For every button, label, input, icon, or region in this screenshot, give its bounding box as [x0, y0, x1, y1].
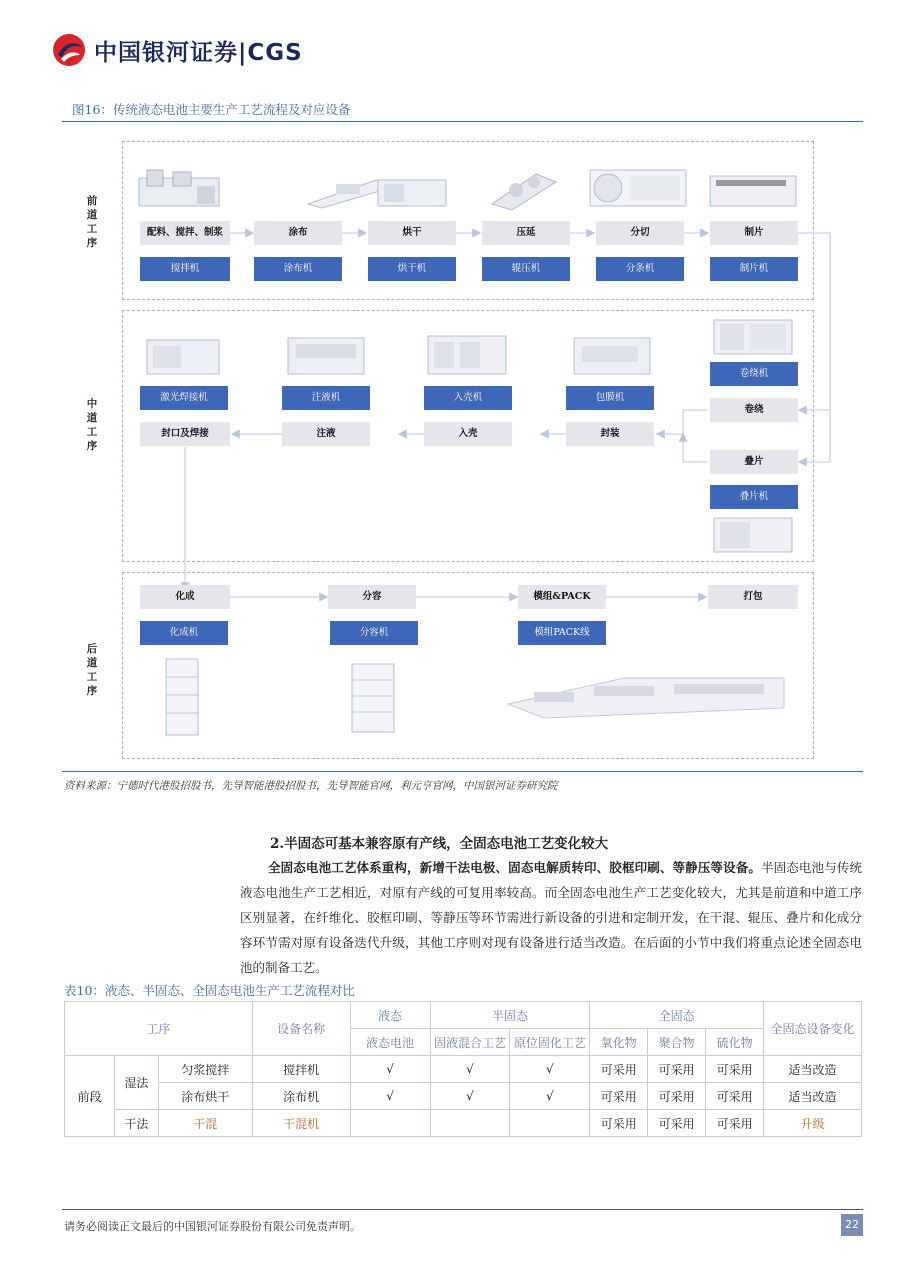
die-cutter-machine-image: [706, 170, 802, 210]
laser-welder-machine-image: [143, 334, 223, 378]
table-row: [65, 1083, 862, 1110]
check-cell: [430, 1110, 510, 1137]
equipment-box: 包膜机: [566, 386, 654, 410]
value-cell: 可采用: [648, 1083, 706, 1110]
header-oxide: 氧化物: [590, 1029, 648, 1056]
header-all-solid: 全固态: [590, 1002, 764, 1029]
stage-cell: 前段: [65, 1056, 115, 1137]
section-heading: 2.半固态可基本兼容原有产线，全固态电池工艺变化较大: [270, 836, 609, 852]
mixer-machine-image: [133, 168, 229, 210]
page-number: 22: [841, 1214, 863, 1236]
process-box: 封口及焊接: [140, 422, 230, 446]
header-equipment-change: 全固态设备变化: [764, 1002, 862, 1056]
process-box: 打包: [708, 585, 798, 609]
roller-press-machine-image: [486, 164, 562, 212]
check-cell: √: [350, 1083, 430, 1110]
header-polymer: 聚合物: [648, 1029, 706, 1056]
formation-rack-image: [160, 655, 204, 739]
header-in-situ: 原位固化工艺: [510, 1029, 590, 1056]
footer-disclaimer: 请务必阅读正文最后的中国银河证券股份有限公司免责声明。: [64, 1220, 361, 1233]
check-cell: √: [430, 1056, 510, 1083]
value-cell: 可采用: [706, 1083, 764, 1110]
equipment-box: 入壳机: [424, 386, 512, 410]
process-box: 化成: [140, 585, 230, 609]
check-cell: √: [350, 1056, 430, 1083]
header-sulfide: 硫化物: [706, 1029, 764, 1056]
brand-logo-text: 中国银河证券|CGS: [94, 40, 303, 66]
process-box: 注液: [282, 422, 370, 446]
check-cell: [350, 1110, 430, 1137]
casing-machine-image: [424, 330, 510, 378]
check-cell: √: [510, 1083, 590, 1110]
process-box: 分容: [328, 585, 416, 609]
change-cell: 适当改造: [764, 1083, 862, 1110]
equipment-box: 叠片机: [710, 485, 798, 509]
wrapping-machine-image: [570, 332, 654, 378]
process-box: 制片: [710, 221, 798, 245]
lead-sentence: 全固态电池工艺体系重构，新增干法电极、固态电解质转印、胶框印刷、等静压等设备。: [268, 860, 761, 875]
process-box: 烘干: [368, 221, 456, 245]
figure-title: 图16：传统液态电池主要生产工艺流程及对应设备: [72, 102, 351, 117]
table-row: [65, 1056, 862, 1083]
stage-label-back: 后道工序: [86, 643, 98, 697]
header-process: 工序: [65, 1002, 253, 1056]
step-cell: 干混: [158, 1110, 252, 1137]
table-title: 表10：液态、半固态、全固态电池生产工艺流程对比: [64, 983, 355, 998]
equipment-box: 分容机: [330, 621, 418, 645]
process-box: 压延: [482, 221, 570, 245]
process-box: 入壳: [424, 422, 512, 446]
header-liquid-battery: 液态电池: [350, 1029, 430, 1056]
equip-cell: 涂布机: [252, 1083, 350, 1110]
group-cell: 湿法: [114, 1056, 158, 1110]
value-cell: 可采用: [648, 1056, 706, 1083]
header-semi-solid: 半固态: [430, 1002, 590, 1029]
figure-bottom-rule: [62, 771, 863, 772]
stage-label-front: 前道工序: [86, 195, 98, 249]
check-cell: [510, 1110, 590, 1137]
equipment-box: 搅拌机: [140, 257, 230, 281]
change-cell: 适当改造: [764, 1056, 862, 1083]
header-liquid: 液态: [350, 1002, 430, 1029]
slitter-machine-image: [586, 166, 690, 210]
process-box: 配料、搅拌、制浆: [140, 221, 230, 245]
pack-line-image: [504, 664, 790, 722]
equip-cell: 干混机: [252, 1110, 350, 1137]
value-cell: 可采用: [706, 1110, 764, 1137]
process-box: 涂布: [254, 221, 342, 245]
process-box: 封装: [566, 422, 654, 446]
grading-rack-image: [346, 660, 400, 736]
footer-rule: [62, 1209, 863, 1210]
paragraph-text: 半固态电池与传统液态电池生产工艺相近，对原有产线的可复用率较高。而全固态电池生产工艺变化较大，尤其是前道和中道工序区别显著，在纤维化、胶框印刷、等静压等环节需进行新设备的引进和定制开发，在干混、辊压、叠片和化成分容环节需对原有设备迭代升级，其他工序则对现有设备进行适当改造。在后面的小节中我们将重点论述全固态电池的制备工艺。: [240, 860, 862, 975]
header-solid-liquid-mix: 固液混合工艺: [430, 1029, 510, 1056]
equipment-box: 烘干机: [368, 257, 456, 281]
injector-machine-image: [284, 332, 368, 378]
equipment-box: 化成机: [140, 621, 228, 645]
value-cell: 可采用: [590, 1083, 648, 1110]
equipment-box: 模组PACK线: [518, 621, 606, 645]
winding-machine-image: [710, 316, 796, 358]
step-cell: 涂布烘干: [158, 1083, 252, 1110]
change-cell: 升级: [764, 1110, 862, 1137]
dryer-machine-image: [374, 170, 450, 210]
body-paragraph: [240, 855, 862, 980]
equipment-box: 制片机: [710, 257, 798, 281]
stacking-machine-image: [710, 514, 796, 556]
check-cell: √: [510, 1056, 590, 1083]
process-box: 叠片: [710, 450, 798, 474]
table-row: [65, 1110, 862, 1137]
check-cell: √: [430, 1083, 510, 1110]
figure-source: 资料来源：宁德时代港股招股书，先导智能港股招股书，先导智能官网，利元亨官网，中国银河证券研究院: [64, 780, 558, 792]
equipment-box: 分条机: [596, 257, 684, 281]
process-box: 模组&PACK: [518, 585, 606, 609]
process-box: 卷绕: [710, 398, 798, 422]
process-comparison-table: [64, 1001, 862, 1137]
equipment-box: 注液机: [282, 386, 370, 410]
group-cell: 干法: [114, 1110, 158, 1137]
value-cell: 可采用: [706, 1056, 764, 1083]
value-cell: 可采用: [590, 1056, 648, 1083]
step-cell: 匀浆搅拌: [158, 1056, 252, 1083]
value-cell: 可采用: [590, 1110, 648, 1137]
equipment-box: 辊压机: [482, 257, 570, 281]
header-equipment: 设备名称: [252, 1002, 350, 1056]
equipment-box: 涂布机: [254, 257, 342, 281]
stage-label-middle: 中道工序: [86, 398, 98, 452]
equipment-box: 卷绕机: [710, 362, 798, 386]
equipment-box: 激光焊接机: [140, 386, 228, 410]
equip-cell: 搅拌机: [252, 1056, 350, 1083]
process-box: 分切: [596, 221, 684, 245]
value-cell: 可采用: [648, 1110, 706, 1137]
